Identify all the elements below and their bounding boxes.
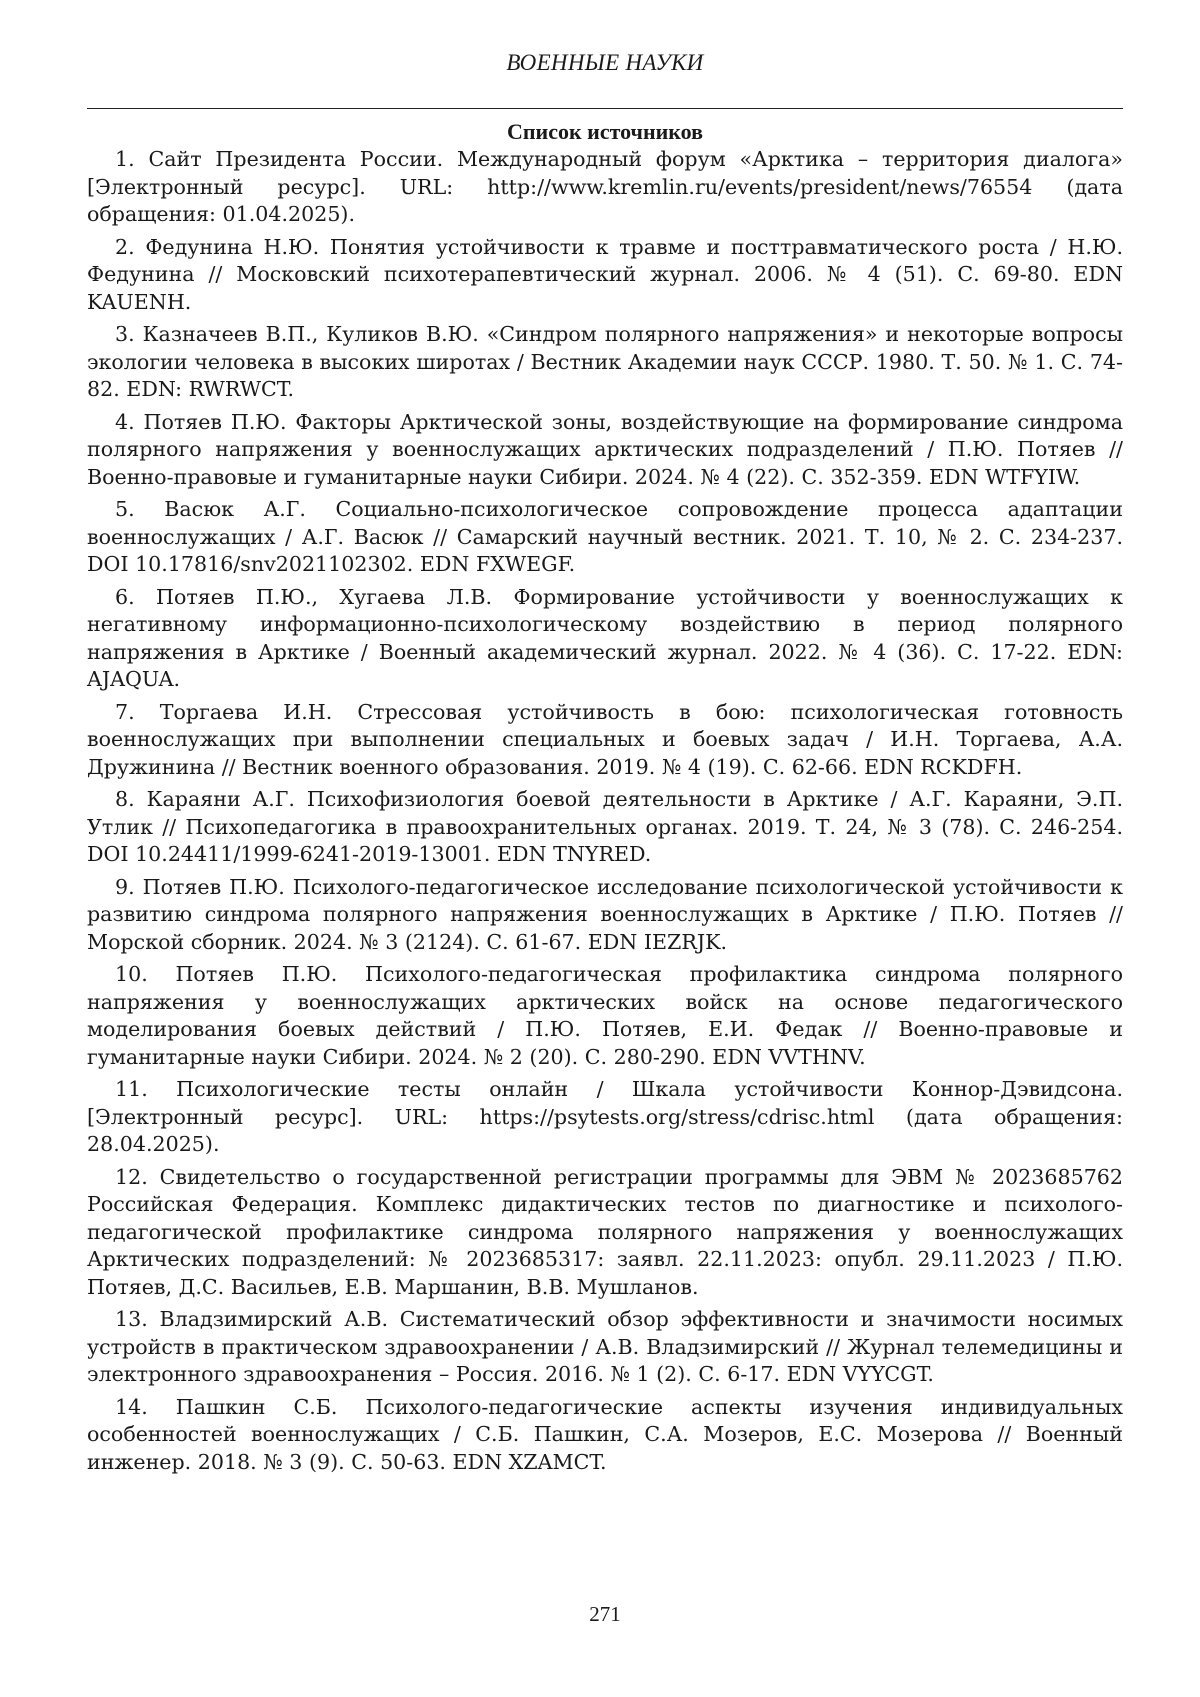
reference-item: 14. Пашкин С.Б. Психолого-педагогические аспекты изучения индивидуальных особенностей военнослужащих / С.Б. Пашкин, С.А. Мозеров, Е.С. Мозерова // Военный инженер. 2018. № 3 (9). С. 50-63. EDN XZAMCT.: [87, 1394, 1123, 1474]
reference-item: 13. Владзимирский А.В. Систематический обзор эффективности и значимости носимых устройств в практическом здравоохранении / А.В. Владзимирский // Журнал телемедицины и электронного здравоохранения – Россия. 2016. № 1 (2). С. 6-17. EDN VYYCGT.: [87, 1307, 1123, 1386]
reference-item: 4. Потяев П.Ю. Факторы Арктической зоны, воздействующие на формирование синдрома полярного напряжения у военнослужащих арктических подразделений / П.Ю. Потяев // Военно-правовые и гуманитарные науки Сибири. 2024. № 4 (22). С. 352-359. EDN WTFYIW.: [87, 409, 1123, 489]
reference-item: 9. Потяев П.Ю. Психолого-педагогическое исследование психологической устойчивости к развитию синдрома полярного напряжения военнослужащих в Арктике / П.Ю. Потяев // Морской сборник. 2024. № 3 (2124). С. 61-67. EDN IEZRJK.: [87, 874, 1123, 954]
reference-item: 6. Потяев П.Ю., Хугаева Л.В. Формирование устойчивости у военнослужащих к негативному информационно-психологическому воздействию в период полярного напряжения в Арктике / Военный академический журнал. 2022. № 4 (36). С. 17-22. EDN: AJAQUA.: [87, 584, 1123, 691]
reference-item: 5. Васюк А.Г. Социально-психологическое сопровождение процесса адаптации военнослужащих / А.Г. Васюк // Самарский научный вестник. 2021. Т. 10, № 2. С. 234-237. DOI 10.17816/snv2021102302. EDN FXWEGF.: [87, 497, 1123, 576]
reference-item: 2. Федунина Н.Ю. Понятия устойчивости к травме и посттравматического роста / Н.Ю. Федунина // Московский психотерапевтический журнал. 2006. № 4 (51). С. 69-80. EDN KAUENH.: [87, 234, 1123, 314]
page-number: 271: [589, 1602, 621, 1626]
reference-item: 10. Потяев П.Ю. Психолого-педагогическая профилактика синдрома полярного напряжения у военнослужащих арктических войск на основе педагогического моделирования боевых действий / П.Ю. Потяев, Е.И. Федак // Военно-правовые и гуманитарные науки Сибири. 2024. № 2 (20). С. 280-290. EDN VVTHNV.: [87, 962, 1123, 1069]
reference-item: 1. Сайт Президента России. Международный форум «Арктика – территория диалога» [Электронный ресурс]. URL: http://www.kremlin.ru/events/president/news/76554 (дата обращения: 01.04.2025).: [87, 147, 1123, 226]
section-title: Список источников: [506, 119, 704, 144]
reference-item: 7. Торгаева И.Н. Стрессовая устойчивость в бою: психологическая готовность военнослужащих при выполнении специальных и боевых задач / И.Н. Торгаева, А.А. Дружинина // Вестник военного образования. 2019. № 4 (19). С. 62-66. EDN RCKDFH.: [87, 699, 1123, 779]
header-divider: [87, 108, 1123, 109]
reference-item: 11. Психологические тесты онлайн / Шкала устойчивости Коннор-Дэвидсона. [Электронный ресурс]. URL: https://psytests.org/stress/cdrisc.html (дата обращения: 28.04.2025).: [87, 1077, 1123, 1156]
reference-item: 8. Караяни А.Г. Психофизиология боевой деятельности в Арктике / А.Г. Караяни, Э.П. Утлик // Психопедагогика в правоохранительных органах. 2019. Т. 24, № 3 (78). С. 246-254. DOI 10.24411/1999-6241-2019-13001. EDN TNYRED.: [87, 787, 1123, 866]
reference-item: 12. Свидетельство о государственной регистрации программы для ЭВМ № 2023685762 Российская Федерация. Комплекс дидактических тестов по диагностике и психолого-педагогической профилактике синдрома полярного напряжения у военнослужащих Арктических подразделений: № 2023685317: заявл. 22.11.2023: опубл. 29.11.2023 / П.Ю. Потяев, Д.С. Васильев, Е.В. Маршанин, В.В. Мушланов.: [87, 1164, 1123, 1299]
reference-list: [87, 146, 1123, 1481]
running-header: ВОЕННЫЕ НАУКИ: [506, 50, 704, 75]
reference-item: 3. Казначеев В.П., Куликов В.Ю. «Синдром полярного напряжения» и некоторые вопросы экологии человека в высоких широтах / Вестник Академии наук СССР. 1980. Т. 50. № 1. С. 74-82. EDN: RWRWCT.: [87, 322, 1123, 401]
